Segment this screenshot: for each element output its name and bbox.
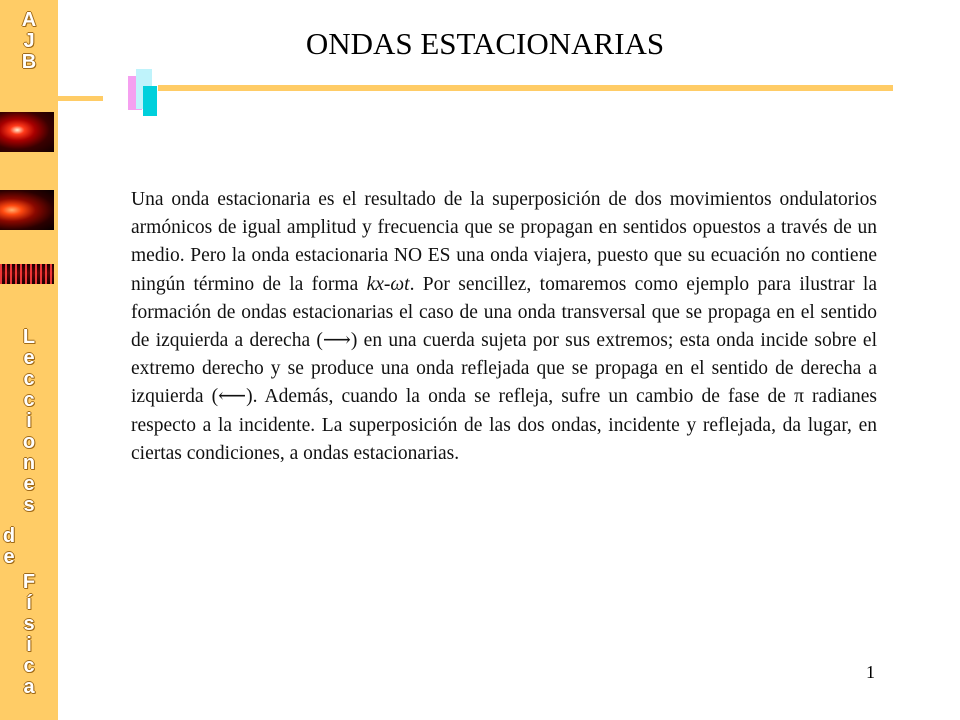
sidebar-letter: s xyxy=(23,613,35,635)
sidebar-word-lecciones xyxy=(0,327,58,516)
sidebar-letter: e xyxy=(23,473,35,495)
right-arrow-symbol: ⟶ xyxy=(322,330,351,352)
sidebar-letter: d xyxy=(2,525,16,547)
paragraph-text: radianes respecto a la incidente. La superposición de las dos ondas, incidente y reflejada, da lugar, en ciertas condiciones, a ondas estacionarias. xyxy=(131,386,878,464)
slide-title: ONDAS ESTACIONARIAS xyxy=(305,26,665,61)
paragraph-text: . Por sencillez, tomaremos como ejemplo para ilustrar la formación de ondas estacionarias el caso de una onda transversal que se propaga en el sentido de izquierda a derecha ( xyxy=(131,273,878,352)
logo-letter: A xyxy=(21,9,37,31)
thumbnail-wave-image xyxy=(0,190,54,230)
paragraph-text: ) en una cuerda sujeta por sus extremos; esta onda incide sobre el extremo derecho y se produce una onda reflejada que se propaga en el sentido de derecha a izquierda ( xyxy=(131,330,877,408)
thumbnail-standing-wave-image xyxy=(0,264,54,284)
sidebar-letter: c xyxy=(23,389,35,411)
paragraph-text: Una onda estacionaria es el resultado de la superposición de dos movimientos ondulatorios armónicos de igual amplitud y frecuencia que se propagan en sentidos opuestos a través de un medio. Pero la onda estacionaria NO ES una onda viajera, puesto que su ecuación no contiene ningún término de la forma xyxy=(131,189,877,295)
paragraph-text: ). Además, cuando la onda se refleja, sufre un cambio de fase de xyxy=(246,386,795,408)
sidebar-letter: i xyxy=(26,634,32,656)
page-number: 1 xyxy=(866,662,875,682)
title-rule-left xyxy=(57,96,103,101)
thumbnail-laser-image xyxy=(0,112,54,152)
equation-phase-term: kx-ωt xyxy=(366,273,410,295)
sidebar-letter: o xyxy=(22,431,36,453)
sidebar-word-fisica xyxy=(0,572,58,698)
sidebar-letter: n xyxy=(22,452,36,474)
sidebar-letter: a xyxy=(23,676,35,698)
sidebar-letter: c xyxy=(23,368,35,390)
title-rule xyxy=(158,85,893,91)
body-paragraph xyxy=(131,186,877,468)
logo-ajb xyxy=(0,10,58,73)
sidebar-letter: e xyxy=(23,347,35,369)
logo-letter: B xyxy=(21,51,37,73)
left-arrow-symbol: ⟵ xyxy=(218,386,247,408)
sidebar xyxy=(0,0,58,720)
pi-symbol: π xyxy=(794,386,804,408)
sidebar-letter: e xyxy=(3,546,15,568)
sidebar-letter: L xyxy=(22,326,36,348)
sidebar-letter: i xyxy=(26,410,32,432)
logo-letter: J xyxy=(23,30,35,52)
decorative-block-cyan xyxy=(143,86,157,116)
sidebar-word-de xyxy=(0,526,38,568)
sidebar-letter: F xyxy=(22,571,36,593)
sidebar-letter: s xyxy=(23,494,35,516)
sidebar-letter: c xyxy=(23,655,35,677)
sidebar-letter: í xyxy=(26,592,32,614)
